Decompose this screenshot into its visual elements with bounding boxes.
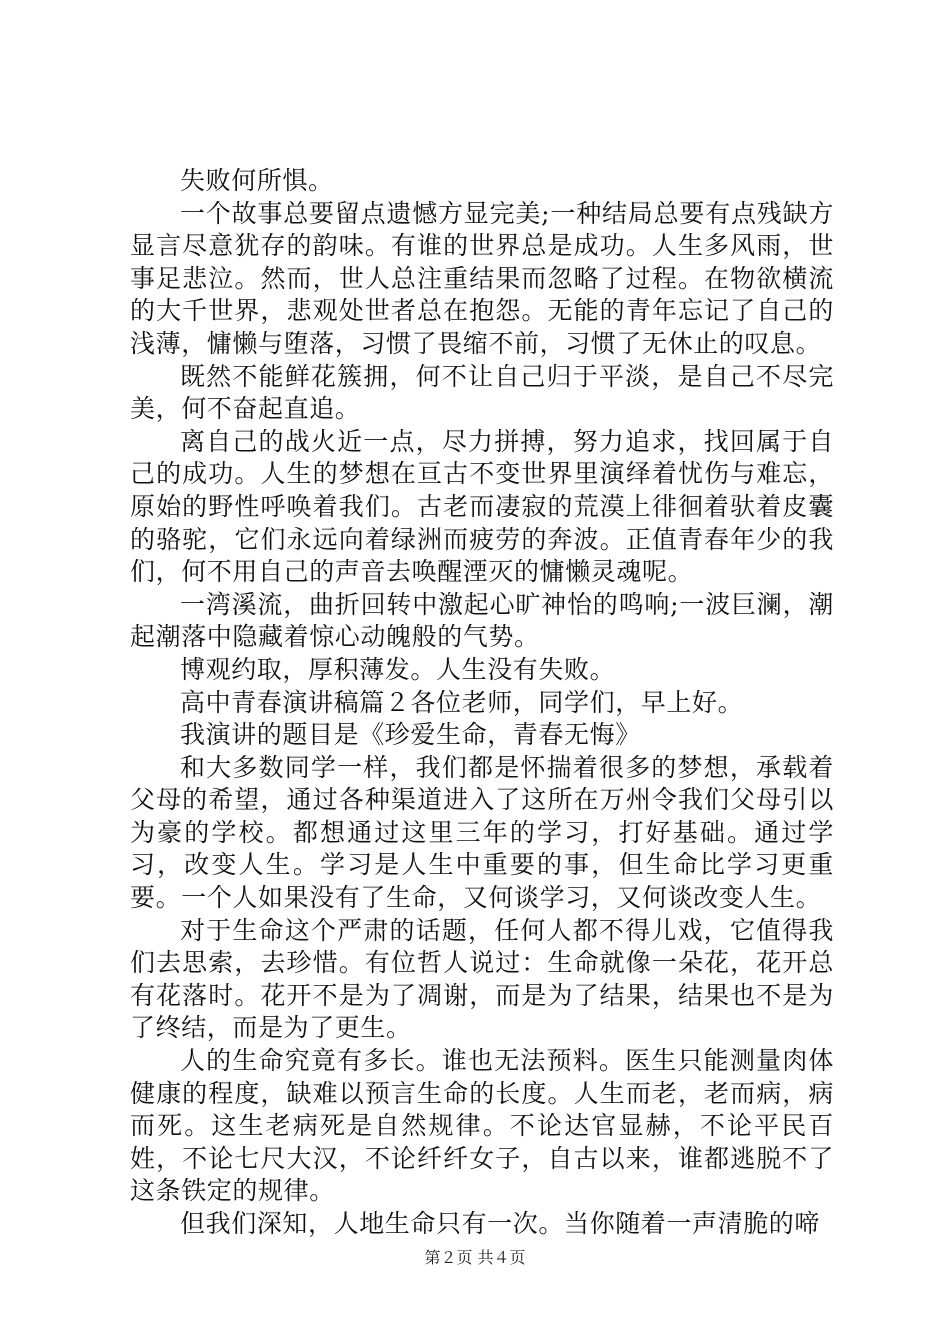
paragraph: 一个故事总要留点遗憾方显完美;一种结局总要有点残缺方显言尽意犹存的韵味。有谁的世界总是成功。人生多风雨，世事足悲泣。然而，世人总注重结果而忽略了过程。在物欲横流的大千世界，悲观处世者总在抱怨。无能的青年忘记了自己的浅薄，慵懒与堕落，习惯了畏缩不前，习惯了无休止的叹息。	[130, 198, 834, 358]
paragraph: 高中青春演讲稿篇２各位老师，同学们，早上好。	[180, 687, 744, 717]
page-number-footer: 第２页 共４页	[424, 1248, 526, 1267]
paragraph: 我演讲的题目是《珍爱生命，青春无悔》	[180, 720, 641, 750]
paragraph: 离自己的战火近一点，尽力拼搏，努力追求，找回属于自己的成功。人生的梦想在亘古不变世界里演绎着忧伤与难忘，原始的野性呼唤着我们。古老而凄寂的荒漠上徘徊着驮着皮囊的骆驼，它们永远向着绿洲而疲劳的奔波。正值青春年少的我们，何不用自己的声音去唤醒湮灭的慵懒灵魂呢。	[130, 426, 834, 587]
paragraph: 但我们深知，人地生命只有一次。当你随着一声清脆的啼	[180, 1209, 821, 1238]
paragraph: 人的生命究竟有多长。谁也无法预料。医生只能测量肉体健康的程度，缺难以预言生命的长度。人生而老，老而病，病而死。这生老病死是自然规律。不论达官显赫，不论平民百姓，不论七尺大汉，不论纤纤女子，自古以来，谁都逃脱不了这条铁定的规律。	[130, 1046, 834, 1206]
paragraph: 一湾溪流，曲折回转中激起心旷神怡的鸣响;一波巨澜，潮起潮落中隐藏着惊心动魄般的气势。	[130, 589, 834, 652]
paragraph: 博观约取，厚积薄发。人生没有失败。	[180, 654, 616, 684]
paragraph: 和大多数同学一样，我们都是怀揣着很多的梦想，承载着父母的希望，通过各种渠道进入了这所在万州令我们父母引以为豪的学校。都想通过这里三年的学习，打好基础。通过学习，改变人生。学习是人生中重要的事，但生命比学习更重要。一个人如果没有了生命，又何谈学习，又何谈改变人生。	[130, 752, 834, 913]
paragraph: 对于生命这个严肃的话题，任何人都不得儿戏，它值得我们去思索，去珍惜。有位哲人说过：生命就像一朵花，花开总有花落时。花开不是为了凋谢，而是为了结果，结果也不是为了终结，而是为了更生。	[130, 915, 834, 1043]
paragraph: 失败何所惧。	[180, 166, 334, 195]
paragraph: 既然不能鲜花簇拥，何不让自己归于平淡，是自己不尽完美，何不奋起直追。	[130, 361, 834, 424]
document-body	[130, 165, 834, 1241]
